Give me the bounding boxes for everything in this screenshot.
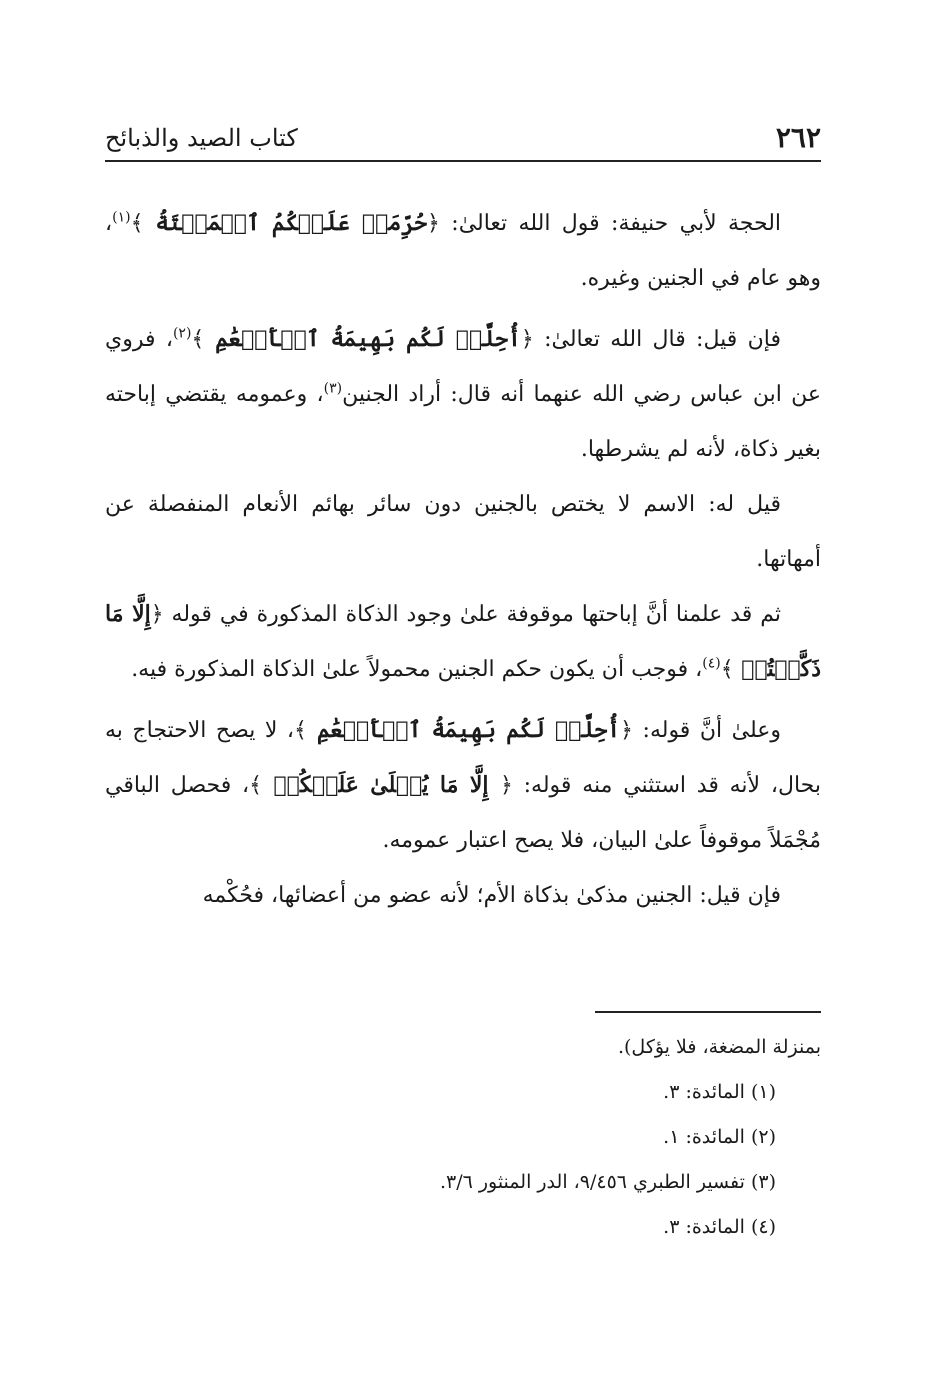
quran-verse: إِلَّا مَا يُتۡلَىٰ عَلَيۡكُمۡ bbox=[273, 772, 489, 798]
ornate-bracket-open: ﴿ bbox=[427, 211, 440, 236]
text-run: فإن قيل: الجنين مذكىٰ بذكاة الأم؛ لأنه عضو من أعضائها، فحُكْمه bbox=[202, 883, 781, 908]
ornate-bracket-close: ﴾ bbox=[293, 718, 307, 743]
quran-verse: أُحِلَّتۡ لَكُم بَهِيمَةُ ٱلۡأَنۡعَٰمِ bbox=[317, 717, 621, 743]
ornate-bracket-open: ﴿ bbox=[150, 602, 164, 627]
text-run: ، وعمومه يقتضي إباحته بغير ذكاة، لأنه لم يشرطها. bbox=[105, 382, 821, 462]
ornate-bracket-open: ﴿ bbox=[499, 773, 513, 798]
text-run: وعلىٰ أنَّ قوله: bbox=[633, 718, 781, 743]
paragraph-2 bbox=[105, 312, 821, 477]
ornate-bracket-close: ﴾ bbox=[191, 327, 205, 352]
ornate-bracket-close: ﴾ bbox=[249, 773, 263, 798]
quran-quote bbox=[294, 717, 633, 743]
footnote-rule bbox=[595, 1011, 821, 1013]
text-run: ، لا يصح الاحتجاج به بحال، لأنه قد استثني منه قوله: bbox=[105, 718, 821, 798]
paragraph-3 bbox=[105, 477, 821, 587]
ornate-bracket-open: ﴿ bbox=[620, 718, 634, 743]
paragraph-6 bbox=[105, 868, 821, 923]
text-run: ثم قد علمنا أنَّ إباحتها موقوفة علىٰ وجود الذكاة المذكورة في قوله bbox=[163, 602, 781, 627]
quran-verse: إِلَّا مَا ذَكَّيۡتُمۡ bbox=[105, 601, 821, 682]
quran-quote bbox=[249, 772, 513, 798]
main-text bbox=[105, 196, 821, 923]
paragraph-5 bbox=[105, 703, 821, 868]
footnote-item: (١) المائدة: ٣. bbox=[663, 1081, 776, 1103]
footnote-item: (٤) المائدة: ٣. bbox=[663, 1216, 776, 1238]
text-run: ، فروي عن ابن عباس رضي الله عنهما أنه قال: أراد الجنين bbox=[105, 327, 821, 407]
footnote-item: (٣) تفسير الطبري ٩/٤٥٦، الدر المنثور ٣/٦. bbox=[439, 1171, 776, 1193]
footnote-continuation: بمنزلة المضغة، فلا يؤكل). bbox=[617, 1036, 821, 1058]
text-run: الحجة لأبي حنيفة: قول الله تعالىٰ: bbox=[439, 211, 782, 236]
text-run: ، فوجب أن يكون حكم الجنين محمولاً علىٰ الذكاة المذكورة فيه. bbox=[131, 657, 703, 682]
paragraph-1 bbox=[105, 196, 821, 306]
ornate-bracket-open: ﴿ bbox=[520, 327, 534, 352]
footnote-ref: (٤) bbox=[702, 655, 721, 672]
book-title: كتاب الصيد والذبائح bbox=[105, 124, 298, 152]
text-run: فإن قيل: قال الله تعالىٰ: bbox=[533, 327, 781, 352]
running-header bbox=[105, 118, 821, 158]
quran-quote bbox=[191, 326, 533, 352]
footnote-ref: (١) bbox=[112, 209, 131, 226]
footnotes bbox=[105, 1025, 821, 1250]
text-run: ، وهو عام في الجنين وغيره. bbox=[105, 211, 821, 291]
ornate-bracket-close: ﴾ bbox=[720, 657, 734, 682]
quran-quote bbox=[131, 210, 440, 236]
quran-verse: أُحِلَّتۡ لَكُم بَهِيمَةُ ٱلۡأَنۡعَٰمِ bbox=[215, 326, 521, 352]
footnote-ref: (٢) bbox=[172, 325, 192, 342]
footnote-ref: (٣) bbox=[323, 380, 343, 397]
footnote-item: (٢) المائدة: ١. bbox=[663, 1126, 776, 1148]
quran-verse: حُرِّمَتۡ عَلَيۡكُمُ ٱلۡمَيۡتَةُ bbox=[155, 210, 428, 236]
text-run: ، فحصل الباقي مُجْمَلاً موقوفاً علىٰ البيان، فلا يصح اعتبار عمومه. bbox=[105, 773, 821, 853]
page-number: ٢٦٢ bbox=[775, 121, 821, 154]
header-rule bbox=[105, 160, 821, 162]
ornate-bracket-close: ﴾ bbox=[130, 211, 144, 236]
text-run: قيل له: الاسم لا يختص بالجنين دون سائر بهائم الأنعام المنفصلة عن أمهاتها. bbox=[105, 492, 821, 572]
paragraph-4 bbox=[105, 587, 821, 697]
